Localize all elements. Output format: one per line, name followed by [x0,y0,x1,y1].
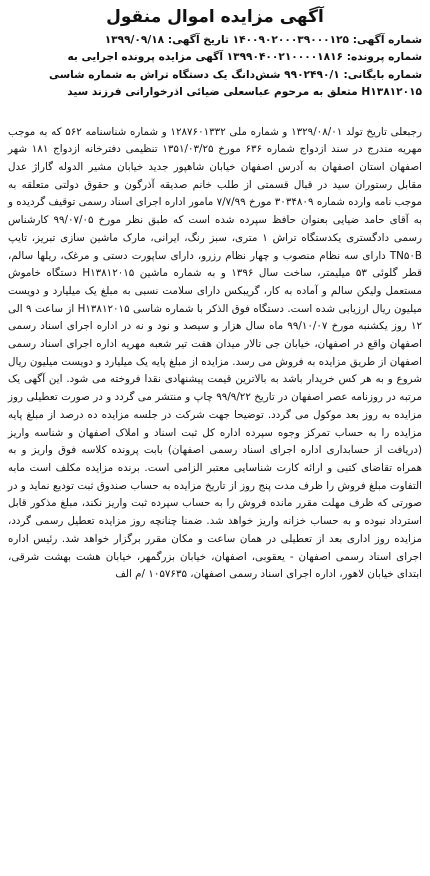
notice-body: رجبعلی تاریخ تولد ۱۳۲۹/۰۸/۰۱ و شماره ملی ۱۲۸۷۶۰۱۳۳۲ و شماره شناسنامه ۵۶۲ که به موجب مهریه مندرج در سند ازدواج شماره ۶۳۶ مورخ ۱۳۵۱/۰۳/۲۵ تنظیمی دفترخانه ازدواج ۱۸۱ شهر اصفهان استان اصفهان به آدرس اصفهان خیابان شاهپور جدید خیابان مشیر الدوله گاراژ عدل مقابل رستوران سید در قبال قسمتی از طلب خانم صدیقه آذرگون و حقوق دولتی متعلقه به موجب نامه وارده شماره ۳۰۳۴۸۰۹ مورخ ۷/۷/۹۹ مامور اداره اجرای اسناد رسمی توقیف گردیده و به آقای حامد ضیایی بعنوان حافظ سپرده شده است که طبق نظر مورخ ۹۹/۰۷/۰۵ کارشناس رسمی دادگستری یکدستگاه تراش ۱ متری، سبز رنگ، ایرانی، مارک ماشین سازی تبریز، تایپ TN۵۰B دارای سه نظام منصوب و چهار نظام رزرو، دارای ساپورت دستی و مرغک، ریلها سالم، قطر گلوئی ۵۳ میلیمتر، ساخت سال ۱۳۹۶ و به شماره ماشین H۱۳۸۱۲۰۱۵ دستگاه خاموش مستعمل ولیکن سالم و آماده به کار، گریبکس دارای سلامت نسبی به مبلغ یک میلیارد و دویست میلیون ریال ارزیابی شده است. دستگاه فوق الذکر با شماره شاسی H۱۳۸۱۲۰۱۵ از ساعت ۹ الی ۱۲ روز یکشنبه مورخ ۹۹/۱۰/۰۷ ماه سال هزار و سیصد و نود و نه در اداره اجرای اسناد رسمی اصفهان واقع در اصفهان، خیابان جی تالار میدان هفت تیر شعبه مهریه اداره اجرای اسناد رسمی اصفهان از طریق مزایده به فروش می رسد. مزایده از مبلغ پایه یک میلیارد و دویست میلیون ریال شروع و به هر کس خریدار باشد به بالاترین قیمت پیشنهادی نقدا فروخته می شود. این آگهی یک مرتبه در روزنامه عصر اصفهان در تاریخ ۹۹/۹/۲۲ چاپ و منتشر می گردد و در صورت تعطیلی روز مزایده به روز بعد موکول می گردد. توضیحا جهت شرکت در جلسه مزایده ده درصد از مبلغ پایه مزایده را به حساب تمرکز وجوه سپرده اداره کل ثبت اسناد و املاک اصفهان و شناسه واریز (دریافت از حسابداری اداره اجرای اسناد رسمی اصفهان) بابت پرونده کلاسه فوق واریز و به همراه تقاضای کتبی و ارائه کارت شناسایی معتبر الزامی است. برنده مزایده مکلف است مابه التفاوت مبلغ فروش را ظرف مدت پنج روز از تاریخ مزایده به حساب صندوق ثبت تودیع نماید و در صورتی که ظرف مهلت مقرر مانده فروش را به حساب سپرده ثبت واریز نکند، مبلغ مذکور قابل استرداد نبوده و به حساب خزانه واریز خواهد شد. ضمنا چنانچه روز مزایده تعطیل رسمی گردد، مزایده روز اداری بعد از تعطیلی در همان ساعت و مکان مقرر برگزار خواهد شد. رئیس اداره اجرای اسناد رسمی اصفهان - یعقوبی، اصفهان، خیابان بزرگمهر، خیابان هشت بهشت شرقی، ابتدای خیابان لاهور، اداره اجرای اسناد رسمی اصفهان، ۱۰۵۷۶۳۵ /م الف [8,125,423,581]
header-line-4: H۱۳۸۱۲۰۱۵ متعلق به مرحوم عباسعلی ضیائی اذرخوارانی فرزند سید [67,86,422,99]
header-line-1: شماره آگهی: ۱۴۰۰۹۰۲۰۰۰۳۹۰۰۰۱۲۵ تاریخ آگهی: ۱۳۹۹/۰۹/۱۸ [104,34,422,46]
header-line-2: شماره پرونده: ۱۳۹۹۰۴۰۰۲۱۰۰۰۰۱۸۱۶ آگهی مزایده پرونده اجرایی به [67,51,422,64]
header-line-3: شماره بایگانی: ۹۹۰۲۴۹۰/۱ شش‌دانگ یک دستگاه تراش به شماره شاسی [49,68,422,81]
section-spacer [8,102,422,124]
notice-title: آگهی مزایده اموال منقول [106,7,324,27]
notice-header [8,32,422,102]
